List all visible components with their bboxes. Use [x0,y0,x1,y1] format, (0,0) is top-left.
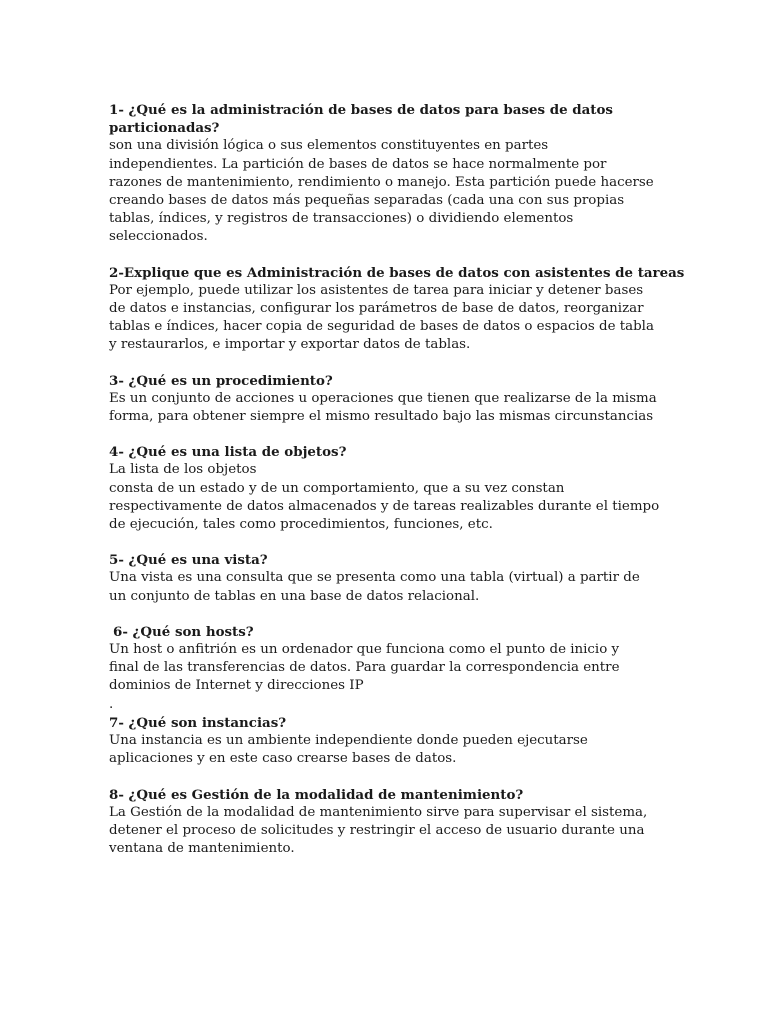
answer-line: forma, para obtener siempre el mismo resultado bajo las mismas circunstancias [109,409,654,425]
question-heading: 5- ¿Qué es una vista? [109,552,268,569]
answer-line: independientes. La partición de bases de datos se hace normalmente por [109,156,607,172]
question-heading: 7- ¿Qué son instancias? [109,714,287,731]
answer-line: ventana de mantenimiento. [109,841,295,857]
answer-line: creando bases de datos más pequeñas separadas (cada una con sus propias [109,193,625,209]
answer-line: Una instancia es un ambiente independiente donde pueden ejecutarse [109,733,588,749]
section-5 [109,551,669,606]
answer-line: aplicaciones y en este caso crearse bases de datos. [109,751,457,767]
answer-line: . [109,696,114,712]
answer-line: de ejecución, tales como procedimientos, funciones, etc. [109,517,493,533]
answer-line: La lista de los objetos [109,462,257,478]
answer-line: son una división lógica o sus elementos constituyentes en partes [109,138,549,154]
answer-line: y restaurarlos, e importar y exportar datos de tablas. [109,337,471,353]
question-heading: 1- ¿Qué es la administración de bases de datos para bases de datos [109,102,613,118]
answer-line: tablas e índices, hacer copia de seguridad de bases de datos o espacios de tabla [109,319,654,335]
section-8 [109,786,669,859]
answer-line: final de las transferencias de datos. Para guardar la correspondencia entre [109,660,620,676]
section-2 [109,264,685,355]
answer-line: respectivamente de datos almacenados y de tareas realizables durante el tiempo [109,498,660,514]
section-7 [109,714,669,769]
answer-line: La Gestión de la modalidad de mantenimiento sirve para supervisar el sistema, [109,804,648,820]
question-heading: 4- ¿Qué es una lista de objetos? [109,444,347,461]
section-3 [109,372,669,427]
question-heading: 8- ¿Qué es Gestión de la modalidad de mantenimiento? [109,786,524,803]
document-page [109,101,685,875]
answer-line: tablas, índices, y registros de transacciones) o dividiendo elementos [109,211,574,227]
answer-line: Un host o anfitrión es un ordenador que funciona como el punto de inicio y [109,642,620,658]
answer-line: Es un conjunto de acciones u operaciones que tienen que realizarse de la misma [109,390,657,406]
question-heading: 3- ¿Qué es un procedimiento? [109,372,333,389]
answer-line: dominios de Internet y direcciones IP [109,678,364,694]
answer-line: Una vista es una consulta que se presenta como una tabla (virtual) a partir de [109,570,640,586]
answer-line: seleccionados. [109,229,208,245]
question-heading: 2-Explique que es Administración de bases de datos con asistentes de tareas [109,264,685,281]
answer-line: Por ejemplo, puede utilizar los asistentes de tarea para iniciar y detener bases [109,282,644,298]
answer-line: un conjunto de tablas en una base de datos relacional. [109,588,480,604]
answer-line: detener el proceso de solicitudes y restringir el acceso de usuario durante una [109,822,645,838]
question-heading: 6- ¿Qué son hosts? [113,623,254,640]
answer-line: razones de mantenimiento, rendimiento o manejo. Esta partición puede hacerse [109,174,654,190]
question-heading-continued: particionadas? [109,120,220,137]
answer-line: consta de un estado y de un comportamiento, que a su vez constan [109,480,565,496]
answer-line: de datos e instancias, configurar los parámetros de base de datos, reorganizar [109,301,644,317]
section-1 [109,101,669,247]
section-4 [109,443,669,534]
section-6 [109,623,669,714]
